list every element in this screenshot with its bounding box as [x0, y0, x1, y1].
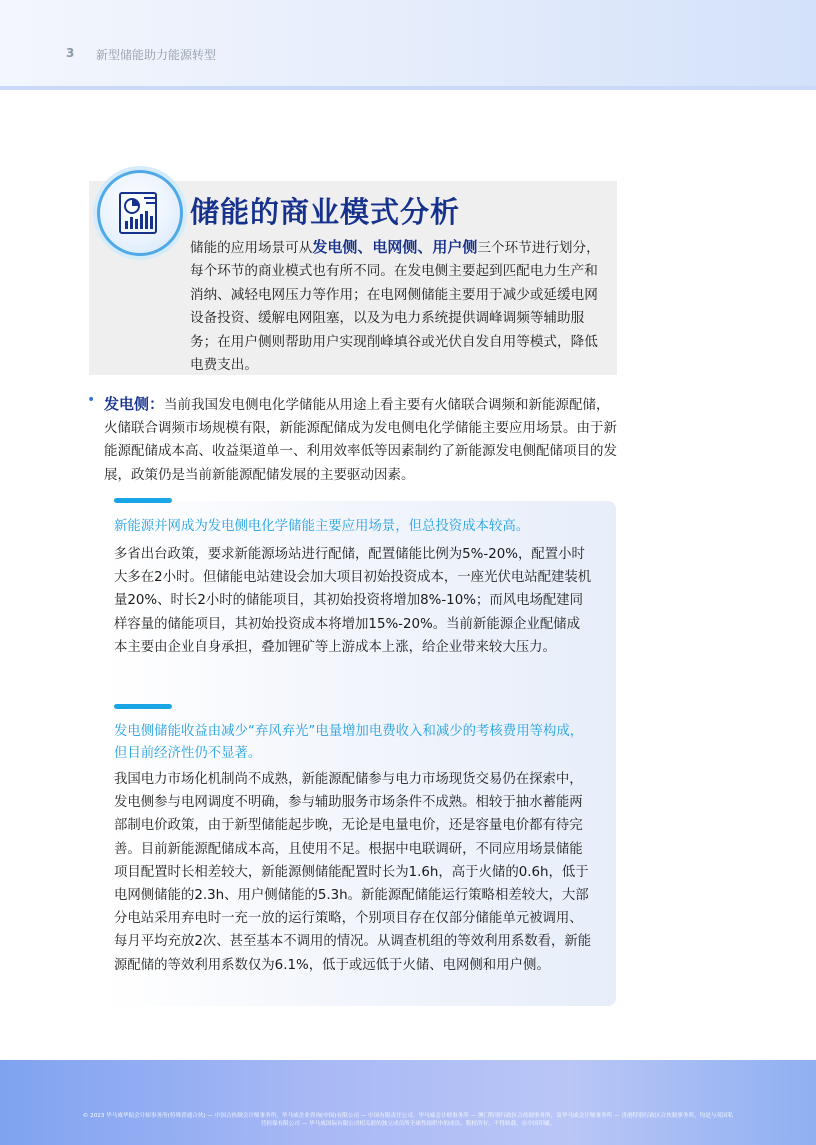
page-number: 3 [66, 46, 75, 60]
page-footer [0, 1060, 816, 1145]
card-item-heading: 发电侧储能收益由减少“弃风弃光”电量增加电费收入和减少的考核费用等构成，但目前经济性仍不显著。 [114, 724, 584, 761]
card-item-heading: 新能源并网成为发电侧电化学储能主要应用场景，但总投资成本较高。 [114, 519, 530, 534]
running-title: 新型储能助力能源转型 [96, 48, 217, 62]
accent-bar [114, 498, 172, 503]
accent-bar [114, 704, 172, 709]
bullet-heading: 发电侧： [104, 395, 165, 413]
intro-highlight: 发电侧、电网侧、用户侧 [312, 238, 478, 256]
section-title: 储能的商业模式分析 [190, 195, 461, 229]
copyright-notice: © 2023 毕马威华振会计师事务所(特殊普通合伙) — 中国合伙制会计师事务所，毕马威企业咨询(中国)有限公司 — 中国有限责任公司，毕马威会计师事务所 — 澳门特别行政区合伙制事务所，及毕马威会计师事务所 — 香港特别行政区合伙制事务所，均是与英国私营担保有限公司 — 毕马威国际有限公司相关联的独立成员所全球性组织中的成员。版权所有，不得转载。在中国印刷。 [82, 1113, 734, 1127]
intro-paragraph [190, 236, 610, 377]
bullet-marker: • [87, 392, 96, 408]
bullet-text: 当前我国发电侧电化学储能从用途上看主要有火储联合调频和新能源配储，火储联合调频市场规模有限，新能源配储成为发电侧电化学储能主要应用场景。由于新能源配储成本高、收益渠道单一、利用效率低等因素制约了新能源发电侧配储项目的发展，政策仍是当前新能源配储发展的主要驱动因素。 [104, 397, 617, 483]
card-item-body: 多省出台政策，要求新能源场站进行配储，配置储能比例为5%-20%，配置小时大多在2小时。但储能电站建设会加大项目初始投资成本，一座光伏电站配建装机量20%、时长2小时的储能项目，其初始投资将增加8%-10%；而风电场配建同样容量的储能项目，其初始投资成本将增加15%-20%。当前新能源企业配储成本主要由企业自身承担，叠加锂矿等上游成本上涨，给企业带来较大压力。 [114, 547, 592, 655]
chart-document-icon [97, 170, 183, 256]
card-item-body: 我国电力市场化机制尚不成熟，新能源配储参与电力市场现货交易仍在探索中，发电侧参与电网调度不明确，参与辅助服务市场条件不成熟。相较于抽水蓄能两部制电价政策，由于新型储能起步晚，无论是电量电价，还是容量电价都有待完善。目前新能源配储成本高，且使用不足。根据中电联调研，不同应用场景储能项目配置时长相差较大，新能源侧储能配置时长为1.6h，高于火储的0.6h，低于电网侧储能的2.3h、用户侧储能的5.3h。新能源配储能运行策略相差较大，大部分电站采用弃电时一充一放的运行策略，个别项目存在仅部分储能单元被调用、每月平均充放2次、甚至基本不调用的情况。从调查机组的等效利用系数看，新能源配储的等效利用系数仅为6.1%，低于或远低于火储、电网侧和用户侧。 [114, 772, 592, 973]
bullet-paragraph [104, 393, 620, 487]
intro-text-post: 三个环节进行划分，每个环节的商业模式也有所不同。在发电侧主要起到匹配电力生产和消纳、减轻电网压力等作用；在电网侧储能主要用于减少或延缓电网设备投资、缓解电网阻塞，以及为电力系统提供调峰调频等辅助服务；在用户侧则帮助用户实现削峰填谷或光伏自发自用等模式，降低电费支出。 [190, 240, 600, 374]
page-header [0, 0, 816, 90]
intro-text-pre: 储能的应用场景可从 [190, 240, 313, 256]
